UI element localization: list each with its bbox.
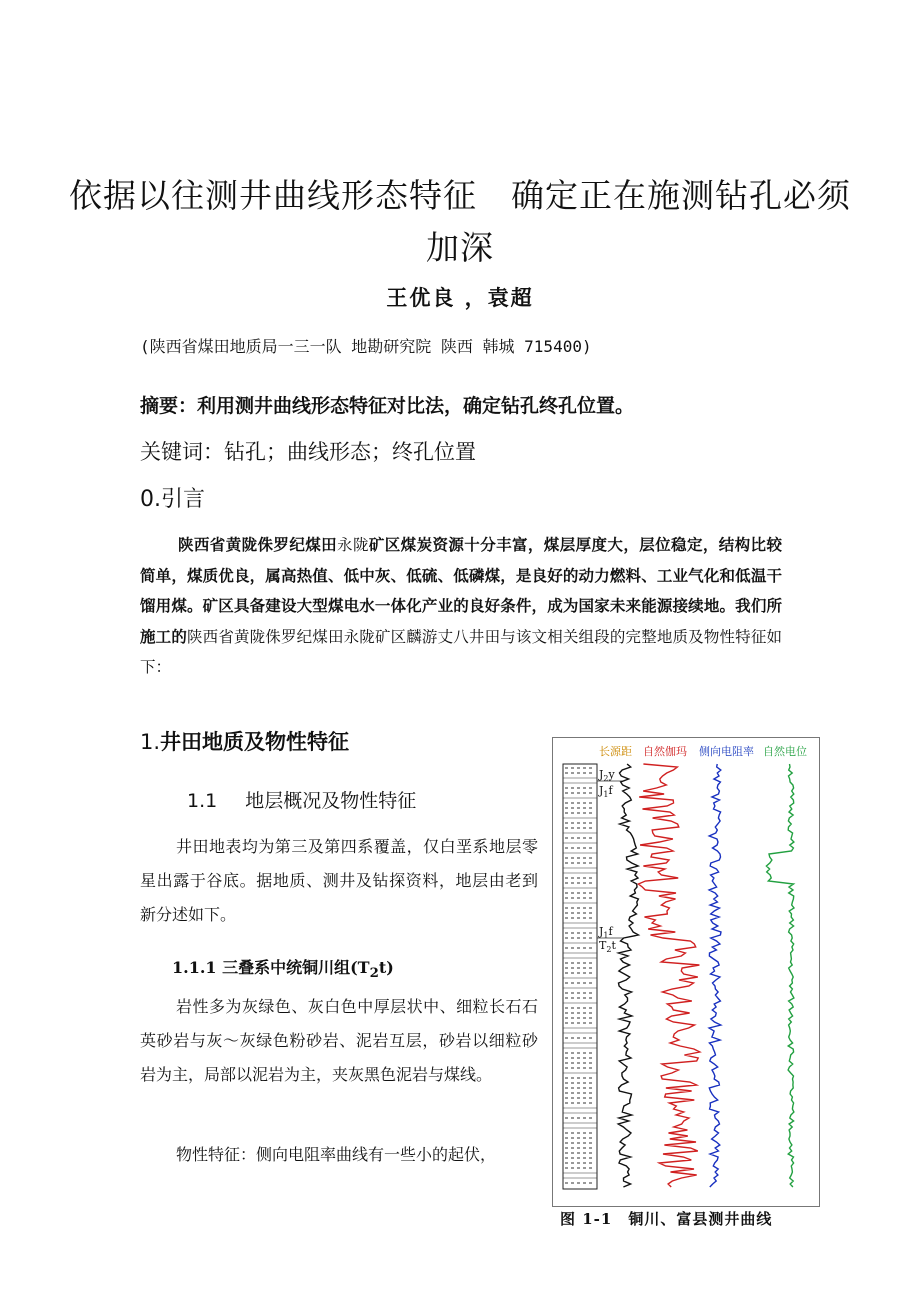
abstract: 摘要：利用测井曲线形态特征对比法，确定钻孔终孔位置。 [140,395,635,417]
paragraph-lithology: 岩性多为灰绿色、灰白色中厚层状中、细粒长石石英砂岩与灰～灰绿色粉砂岩、泥岩互层，砂岩以细粒砂岩为主，局部以泥岩为主，夹灰黑色泥岩与煤线。 [140,997,538,1084]
legend-gamma: 自然伽玛 [643,745,687,758]
intro-text-a: 陕西省黄陇侏罗纪煤田 [178,535,338,554]
intro-paragraph [140,530,782,683]
sp-curve [766,764,794,1187]
label-j1f-bottom: $J_1f$ [599,925,613,940]
figure-caption: 图 1-1 铜川、富县测井曲线 [560,1210,773,1228]
well-log-figure [552,737,820,1207]
gamma-curve [638,764,699,1187]
section-1-title: 井田地质及物性特征 [160,730,350,754]
legend-sp: 自然电位 [763,745,807,758]
legend-long-spacing: 长源距 [599,745,632,758]
section-1-1-1-heading [172,955,394,981]
section-1-1-1-prefix: 1.1.1 三叠系中统铜川组(T [172,958,370,977]
label-j1f-top: $J_1f$ [599,784,613,799]
long-spacing-curve [618,764,638,1187]
label-t2t: $T_2t$ [599,939,616,954]
paragraph-overview: 井田地表均为第三及第四系覆盖，仅白垩系地层零星出露于谷底。据地质、测井及钻探资料，地层由老到新分述如下。 [140,837,538,924]
section-1-1-number: 1.1 [187,790,218,812]
authors: 王优良 ，袁超 [386,286,534,310]
paragraph-physical: 物性特征：侧向电阻率曲线有一些小的起伏， [176,1145,497,1164]
affiliation: (陕西省煤田地质局一三一队 地勘研究院 陕西 韩城 715400) [140,337,592,356]
intro-text-c: 矿区煤炭资源十分丰富，煤层厚度大，层位稳定，结构比较简单，煤质优良，属高热值、低中灰、低硫、低磷煤，是良好的动力燃料、工业气化和低温干馏用煤。矿区具备建设大型煤电水一体化产业的良好条件，成为国家未来能源接续地。我们所施工的 [140,535,782,646]
keywords: 关键词：钻孔；曲线形态；终孔位置 [140,440,476,464]
intro-text-b: 永陇 [337,536,369,554]
section-1-number: 1. [140,730,161,754]
section-1-1-1-suffix: t) [378,958,394,977]
section-1-heading [140,726,349,756]
lithology-column [563,764,597,1189]
section-1-1-heading [187,786,416,813]
intro-heading: 0.引言 [140,487,205,512]
paper-title: 依据以往测井曲线形态特征 确定正在施测钻孔必须加深 [69,176,851,267]
label-j2y: $J_2y$ [599,768,615,783]
resistivity-curve [709,764,721,1187]
section-1-1-title: 地层概况及物性特征 [245,790,417,812]
intro-text-d: 陕西省黄陇侏罗纪煤田永陇矿区麟游丈八井田与该文相关组段的完整地质及物性特征如下： [140,627,782,676]
legend-resistivity: 侧向电阻率 [699,745,754,758]
section-1-1-1-sub: 2 [369,965,379,982]
